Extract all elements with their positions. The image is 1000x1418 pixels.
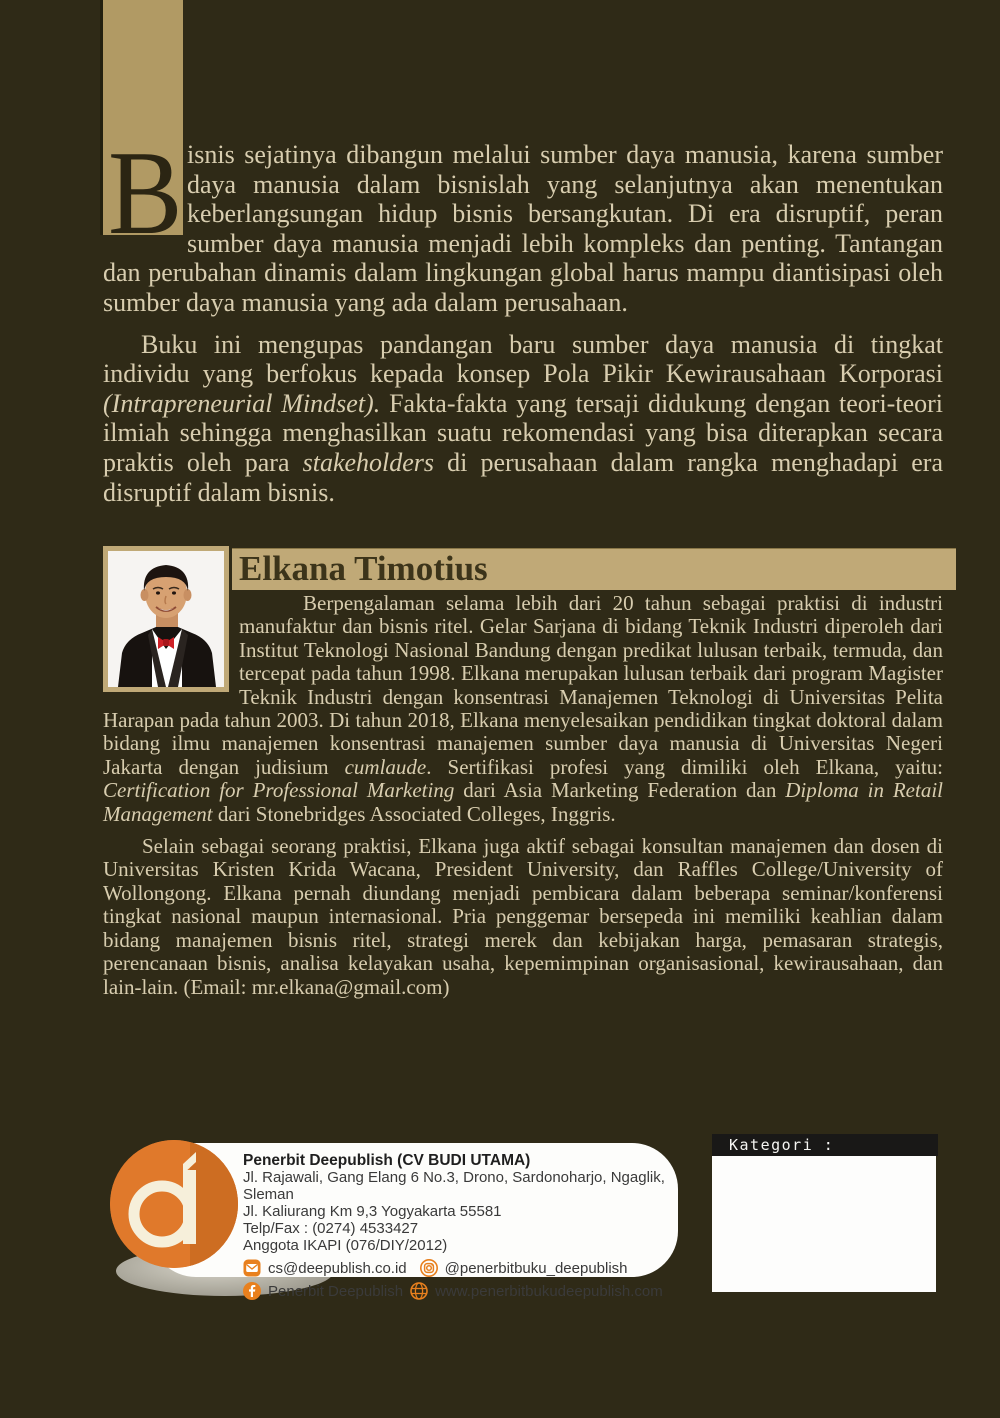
globe-icon <box>410 1282 428 1300</box>
publisher-email: cs@deepublish.co.id <box>268 1259 407 1277</box>
publisher-info <box>243 1152 673 1300</box>
drop-cap-spacer <box>103 140 187 231</box>
author-name-bar <box>232 548 956 590</box>
author-name: Elkana Timotius <box>239 549 488 588</box>
synopsis <box>103 126 943 507</box>
author-bio-paragraph-2: Selain sebagai seorang praktisi, Elkana juga aktif sebagai konsultan manajemen dan dosen di Universitas Kristen Krida Wacana, President University, dan Raffles College/University of Wollongong. Elkana pernah diundang menjadi pembicara dalam beberapa seminar/konferensi tingkat nasional maupun internasional. Pria penggemar bersepeda ini memiliki keahlian dalam bidang manajemen bisnis ritel, strategi merek dan kebijakan harga, pemasaran strategis, perencanaan bisnis, analisa kelayakan usaha, kepemimpinan organisasional, kewirausahaan, dan lain-lain. (Email: mr.elkana@gmail.com) <box>103 834 943 999</box>
instagram-icon <box>420 1259 438 1277</box>
deepublish-logo <box>110 1140 238 1268</box>
photo-spacer <box>103 592 239 689</box>
synopsis-paragraph-1: isnis sejatinya dibangun melalui sumber daya manusia, karena sumber daya manusia dalam bisnislah yang selanjutnya akan menentukan keberlangsungan hidup bisnis bersangkutan. Di era disruptif, peran sumber daya manusia menjadi lebih kompleks dan penting. Tantangan dan perubahan dinamis dalam lingkungan global harus mampu diantisipasi oleh sumber daya manusia yang ada dalam perusahaan. <box>103 140 943 317</box>
publisher-membership: Anggota IKAPI (076/DIY/2012) <box>243 1237 448 1254</box>
author-bio <box>103 592 943 999</box>
publisher-phone: Telp/Fax : (0274) 4533427 <box>243 1220 419 1237</box>
category-box <box>712 1156 936 1292</box>
publisher-facebook: Penerbit Deepublish <box>268 1282 404 1300</box>
category-label: Kategori : <box>712 1134 938 1156</box>
deepublish-logo-icon <box>110 1140 238 1268</box>
publisher-contact-row-2 <box>243 1282 673 1300</box>
publisher-name: Penerbit Deepublish (CV BUDI UTAMA) <box>243 1152 531 1169</box>
author-bio-paragraph-1: Berpengalaman selama lebih dari 20 tahun sebagai praktisi di industri manufaktur dan bisnis ritel. Gelar Sarjana di bidang Teknik Industri diperoleh dari Institut Teknologi Nasional Bandung dengan predikat lulusan terbaik, termuda, dan tercepat pada tahun 1998. Elkana merupakan lulusan terbaik dari program Magister Teknik Industri dengan konsentrasi Manajemen Teknologi di Universitas Pelita Harapan pada tahun 2003. Di tahun 2018, Elkana menyelesaikan pendidikan tingkat doktoral dalam bidang ilmu manajemen konsentrasi manajemen sumber daya manusia di Universitas Negeri Jakarta dengan judisium cumlaude. Sertifikasi profesi yang dimiliki oleh Elkana, yaitu: Certification for Professional Marketing dari Asia Marketing Federation dan Diploma in Retail Management dari Stonebridges Associated Colleges, Inggris. <box>103 591 944 826</box>
email-icon <box>243 1259 261 1277</box>
publisher-address-2: Jl. Kaliurang Km 9,3 Yogyakarta 55581 <box>243 1203 502 1220</box>
publisher-address-1: Jl. Rajawali, Gang Elang 6 No.3, Drono, Sardonoharjo, Ngaglik, Sleman <box>243 1169 665 1203</box>
facebook-icon <box>243 1282 261 1300</box>
publisher-website: www.penerbitbukudeepublish.com <box>435 1282 663 1300</box>
drop-cap-letter: B <box>108 126 183 259</box>
publisher-contact-row-1 <box>243 1259 673 1277</box>
synopsis-paragraph-2: Buku ini mengupas pandangan baru sumber daya manusia di tingkat individu yang berfokus kepada konsep Pola Pikir Kewirausahaan Korporasi (Intrapreneurial Mindset). Fakta-fakta yang tersaji didukung dengan teori-teori ilmiah sehingga menghasilkan suatu rekomendasi yang bisa diterapkan secara praktis oleh para stakeholders di perusahaan dalam rangka menghadapi era disruptif dalam bisnis. <box>103 329 943 507</box>
publisher-instagram: @penerbitbuku_deepublish <box>444 1259 628 1277</box>
